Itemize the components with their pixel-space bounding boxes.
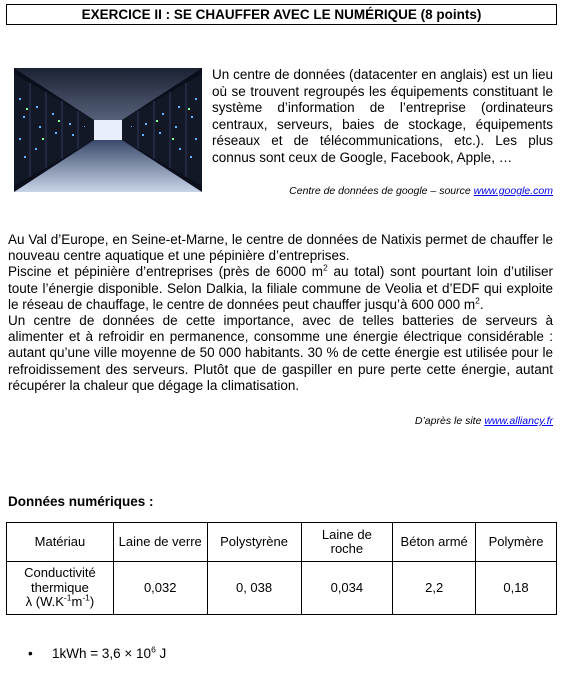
table-header-row bbox=[7, 523, 557, 562]
thermal-conductivity-table bbox=[6, 522, 557, 615]
numeric-data-title: Données numériques : bbox=[8, 494, 154, 509]
row-label-unit-b: m bbox=[71, 594, 83, 610]
value-cell: 0, 038 bbox=[207, 562, 301, 615]
conversion-bullet bbox=[28, 646, 166, 661]
article-source bbox=[415, 415, 553, 427]
header-cell: Polystyrène bbox=[207, 523, 301, 562]
p2-text-a: Piscine et pépinière d’entreprises (près de 6000 m bbox=[8, 264, 324, 280]
row-label-unit-a: λ (W.K bbox=[25, 594, 64, 610]
exercise-title: EXERCICE II : SE CHAUFFER AVEC LE NUMÉRIQUE (8 points) bbox=[6, 4, 557, 25]
photo-caption bbox=[289, 185, 553, 197]
value-cell: 0,032 bbox=[113, 562, 207, 615]
article-body bbox=[8, 232, 553, 394]
header-cell: Matériau bbox=[7, 523, 114, 562]
row-label-cell bbox=[7, 562, 114, 615]
intro-paragraph: Un centre de données (datacenter en anglais) est un lieu où se trouvent regroupés les équipements constituant le système d’information de l’entreprise (ordinateurs centraux, serveurs, baies de stockage, équipements réseaux et de télécommunications, etc.). Les plus connus sont ceux de Google, Facebook, Apple, … bbox=[212, 67, 553, 165]
row-label-sup-1: -1 bbox=[63, 592, 72, 603]
bullet-text-a: 1kWh = 3,6 × 10 bbox=[52, 646, 152, 661]
row-label-unit-c: ) bbox=[89, 594, 95, 610]
caption-text: Centre de données de google – source bbox=[289, 185, 474, 197]
row-label-line-1: Conductivité thermique bbox=[24, 565, 96, 595]
datacenter-photo bbox=[14, 68, 202, 192]
p2-text-b: au total) sont pourtant loin d’utiliser toute l’énergie disponible. Selon Dalkia, la filiale commune de Veolia et d’EDF qui exploite le réseau de chauffage, le centre de données peut chauffer jusqu’à 600 000 m bbox=[8, 264, 554, 312]
article-paragraph-1: Au Val d’Europe, en Seine-et-Marne, le centre de données de Natixis permet de chauffer le nouveau centre aquatique et une pépinière d’entreprises. bbox=[8, 232, 553, 264]
header-cell: Laine de roche bbox=[301, 523, 393, 562]
article-paragraph-2 bbox=[8, 264, 553, 313]
google-source-link[interactable]: www.google.com bbox=[473, 185, 553, 197]
article-paragraph-3: Un centre de données de cette importance, avec de telles batteries de serveurs à alimenter et à refroidir en permanence, consomme une énergie électrique considérable : autant qu’une ville moyenne de 50 000 habitants. 30 % de cette énergie est utilisée pour le refroidissement des serveurs. Plutôt que de gaspiller en pure perte cette énergie, autant récupérer la chaleur que dégage la climatisation. bbox=[8, 313, 553, 393]
table-row bbox=[7, 562, 557, 615]
bullet-text-b: J bbox=[155, 646, 167, 661]
value-cell: 2,2 bbox=[393, 562, 476, 615]
bullet-icon: • bbox=[28, 646, 33, 661]
header-cell: Polymère bbox=[476, 523, 557, 562]
header-cell: Béton armé bbox=[393, 523, 476, 562]
bullet-superscript: 6 bbox=[151, 644, 156, 655]
row-label-sup-2: -1 bbox=[82, 592, 90, 603]
p2-superscript-2: 2 bbox=[475, 295, 480, 306]
p2-superscript-1: 2 bbox=[323, 262, 328, 273]
source-text: D’après le site bbox=[414, 415, 485, 427]
alliancy-source-link[interactable]: www.alliancy.fr bbox=[484, 415, 553, 427]
datacenter-image-icon bbox=[14, 68, 202, 192]
header-cell: Laine de verre bbox=[113, 523, 207, 562]
value-cell: 0,18 bbox=[476, 562, 557, 615]
value-cell: 0,034 bbox=[301, 562, 393, 615]
p2-text-c: . bbox=[479, 296, 484, 312]
